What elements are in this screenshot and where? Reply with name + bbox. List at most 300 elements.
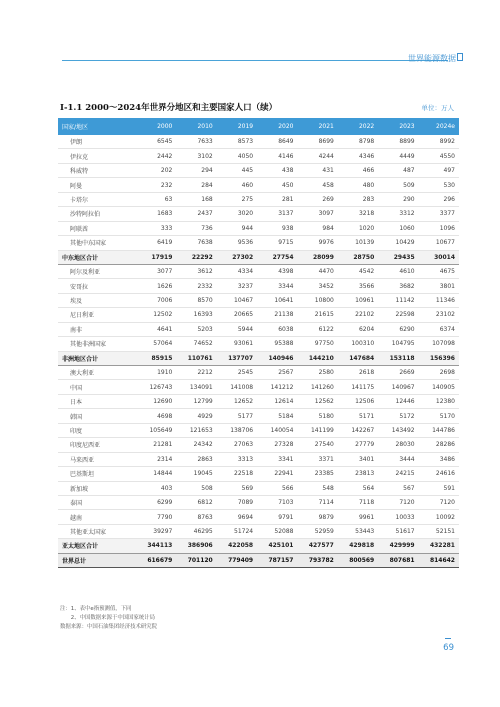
table-cell: 438	[257, 163, 297, 177]
table-cell: 8899	[378, 135, 418, 149]
table-cell: 1020	[338, 221, 378, 235]
row-label: 非洲地区合计	[58, 351, 136, 365]
table-row	[58, 207, 459, 221]
table-cell: 567	[378, 481, 418, 495]
table-cell: 168	[176, 192, 216, 206]
table-cell: 466	[338, 163, 378, 177]
column-header: 2021	[298, 118, 338, 135]
table-cell: 1626	[136, 279, 176, 293]
table-cell: 21281	[136, 438, 176, 452]
table-cell: 140967	[378, 380, 418, 394]
table-cell: 5944	[217, 322, 257, 336]
table-cell: 19045	[176, 467, 216, 481]
row-label: 阿联酋	[58, 221, 136, 235]
table-cell: 3218	[338, 207, 378, 221]
table-cell: 296	[419, 192, 459, 206]
table-cell: 6204	[338, 322, 378, 336]
table-cell: 793782	[298, 553, 338, 567]
table-cell: 4398	[257, 264, 297, 278]
table-cell: 23385	[298, 467, 338, 481]
table-cell: 5180	[298, 409, 338, 423]
table-cell: 4244	[298, 149, 338, 163]
table-cell: 12506	[338, 394, 378, 408]
table-cell: 21138	[257, 308, 297, 322]
table-cell: 147684	[338, 351, 378, 365]
page-number: 69	[443, 643, 454, 653]
table-cell: 10677	[419, 236, 459, 250]
table-cell: 29435	[378, 250, 418, 264]
table-cell: 445	[217, 163, 257, 177]
table-cell: 3682	[378, 279, 418, 293]
row-label: 尼日利亚	[58, 308, 136, 322]
table-cell: 2545	[217, 366, 257, 380]
table-cell: 11346	[419, 293, 459, 307]
row-label: 安哥拉	[58, 279, 136, 293]
column-header: 2019	[217, 118, 257, 135]
column-header: 2020	[257, 118, 297, 135]
table-row	[58, 178, 459, 192]
table-cell: 458	[298, 178, 338, 192]
table-cell: 22102	[338, 308, 378, 322]
table-cell: 57064	[136, 337, 176, 351]
table-cell: 27754	[257, 250, 297, 264]
table-cell: 497	[419, 163, 459, 177]
table-row	[58, 192, 459, 206]
table-cell: 2567	[257, 366, 297, 380]
table-cell: 7638	[176, 236, 216, 250]
table-cell: 2437	[176, 207, 216, 221]
table-row	[58, 135, 459, 149]
table-row	[58, 337, 459, 351]
table-cell: 52959	[298, 524, 338, 538]
table-cell: 4698	[136, 409, 176, 423]
column-header: 2022	[338, 118, 378, 135]
table-cell: 7633	[176, 135, 216, 149]
table-cell: 344113	[136, 539, 176, 553]
row-label: 其他亚太国家	[58, 524, 136, 538]
table-cell: 39297	[136, 524, 176, 538]
table-cell: 153118	[378, 351, 418, 365]
table-cell: 4449	[378, 149, 418, 163]
table-cell: 3444	[378, 452, 418, 466]
table-cell: 2212	[176, 366, 216, 380]
table-cell: 6299	[136, 495, 176, 509]
table-cell: 425101	[257, 539, 297, 553]
table-cell: 429999	[378, 539, 418, 553]
table-cell: 5184	[257, 409, 297, 423]
table-cell: 144210	[298, 351, 338, 365]
table-cell: 7120	[419, 495, 459, 509]
table-cell: 10641	[257, 293, 297, 307]
table-cell: 283	[338, 192, 378, 206]
table-cell: 143492	[378, 423, 418, 437]
table-cell: 460	[217, 178, 257, 192]
subtotal-row	[58, 351, 459, 365]
table-cell: 944	[217, 221, 257, 235]
unit-label: 单位：万人	[421, 104, 454, 112]
table-cell: 232	[136, 178, 176, 192]
table-cell: 787157	[257, 553, 297, 567]
table-row	[58, 438, 459, 452]
table-cell: 27063	[217, 438, 257, 452]
table-cell: 450	[257, 178, 297, 192]
table-row	[58, 163, 459, 177]
table-cell: 28286	[419, 438, 459, 452]
table-cell: 6290	[378, 322, 418, 336]
table-cell: 4610	[378, 264, 418, 278]
row-label: 其他中东国家	[58, 236, 136, 250]
table-cell: 4470	[298, 264, 338, 278]
table-cell: 12446	[378, 394, 418, 408]
row-label: 南非	[58, 322, 136, 336]
subtotal-row	[58, 250, 459, 264]
table-cell: 10800	[298, 293, 338, 307]
table-cell: 5171	[338, 409, 378, 423]
table-cell: 509	[378, 178, 418, 192]
table-cell: 144786	[419, 423, 459, 437]
table-cell: 269	[298, 192, 338, 206]
row-label: 印度尼西亚	[58, 438, 136, 452]
table-cell: 107098	[419, 337, 459, 351]
table-cell: 2314	[136, 452, 176, 466]
table-row	[58, 452, 459, 466]
table-cell: 121653	[176, 423, 216, 437]
row-label: 新加坡	[58, 481, 136, 495]
row-label: 巴基斯坦	[58, 467, 136, 481]
table-row	[58, 394, 459, 408]
table-cell: 429818	[338, 539, 378, 553]
table-cell: 7790	[136, 510, 176, 524]
table-cell: 7089	[217, 495, 257, 509]
total-row	[58, 553, 459, 567]
table-row	[58, 293, 459, 307]
table-cell: 51617	[378, 524, 418, 538]
row-label: 中东地区合计	[58, 250, 136, 264]
table-cell: 85915	[136, 351, 176, 365]
table-cell: 487	[378, 163, 418, 177]
table-cell: 10429	[378, 236, 418, 250]
table-cell: 2698	[419, 366, 459, 380]
table-cell: 7118	[338, 495, 378, 509]
table-row	[58, 366, 459, 380]
table-cell: 480	[338, 178, 378, 192]
table-cell: 8699	[298, 135, 338, 149]
table-cell: 1683	[136, 207, 176, 221]
table-cell: 3486	[419, 452, 459, 466]
table-cell: 4550	[419, 149, 459, 163]
table-cell: 779409	[217, 553, 257, 567]
table-row	[58, 264, 459, 278]
table-cell: 12562	[298, 394, 338, 408]
section-label: 世界能源数据	[408, 54, 456, 63]
population-table	[58, 118, 459, 568]
table-cell: 17919	[136, 250, 176, 264]
table-body	[58, 135, 459, 568]
row-label: 其他非洲国家	[58, 337, 136, 351]
row-label: 卡塔尔	[58, 192, 136, 206]
table-cell: 140054	[257, 423, 297, 437]
row-label: 日本	[58, 394, 136, 408]
table-cell: 290	[378, 192, 418, 206]
table-cell: 10033	[378, 510, 418, 524]
table-cell: 141260	[298, 380, 338, 394]
table-cell: 202	[136, 163, 176, 177]
table-cell: 1910	[136, 366, 176, 380]
table-row	[58, 380, 459, 394]
table-cell: 403	[136, 481, 176, 495]
table-row	[58, 524, 459, 538]
table-cell: 4929	[176, 409, 216, 423]
table-cell: 548	[298, 481, 338, 495]
table-cell: 4675	[419, 264, 459, 278]
row-label: 中国	[58, 380, 136, 394]
table-cell: 6812	[176, 495, 216, 509]
table-cell: 14844	[136, 467, 176, 481]
table-cell: 800569	[338, 553, 378, 567]
row-label: 科威特	[58, 163, 136, 177]
column-header: 国家/地区	[58, 118, 136, 135]
table-cell: 24215	[378, 467, 418, 481]
table-cell: 7120	[378, 495, 418, 509]
table-cell: 22598	[378, 308, 418, 322]
table-cell: 28750	[338, 250, 378, 264]
table-cell: 3371	[298, 452, 338, 466]
table-cell: 10467	[217, 293, 257, 307]
table-cell: 591	[419, 481, 459, 495]
table-cell: 422058	[217, 539, 257, 553]
row-label: 阿尔及利亚	[58, 264, 136, 278]
table-cell: 52088	[257, 524, 297, 538]
table-cell: 138706	[217, 423, 257, 437]
table-cell: 10139	[338, 236, 378, 250]
table-cell: 9715	[257, 236, 297, 250]
table-cell: 3137	[257, 207, 297, 221]
column-header: 2010	[176, 118, 216, 135]
table-cell: 3077	[136, 264, 176, 278]
table-row	[58, 510, 459, 524]
table-cell: 12652	[217, 394, 257, 408]
table-row	[58, 236, 459, 250]
table-cell: 814642	[419, 553, 459, 567]
table-cell: 5170	[419, 409, 459, 423]
table-cell: 275	[217, 192, 257, 206]
row-label: 韩国	[58, 409, 136, 423]
table-cell: 27779	[338, 438, 378, 452]
table-cell: 2332	[176, 279, 216, 293]
table-cell: 12614	[257, 394, 297, 408]
row-label: 越南	[58, 510, 136, 524]
row-label: 沙特阿拉伯	[58, 207, 136, 221]
row-label: 阿曼	[58, 178, 136, 192]
table-cell: 6419	[136, 236, 176, 250]
table-cell: 8570	[176, 293, 216, 307]
table-header-row	[58, 118, 459, 135]
table-cell: 142267	[338, 423, 378, 437]
column-header: 2024e	[419, 118, 459, 135]
table-cell: 11142	[378, 293, 418, 307]
table-cell: 10961	[338, 293, 378, 307]
table-cell: 2580	[298, 366, 338, 380]
table-cell: 28099	[298, 250, 338, 264]
row-label: 世界总计	[58, 553, 136, 567]
table-cell: 3452	[298, 279, 338, 293]
table-row	[58, 495, 459, 509]
table-cell: 12380	[419, 394, 459, 408]
table-cell: 141008	[217, 380, 257, 394]
table-cell: 8573	[217, 135, 257, 149]
table-cell: 2618	[338, 366, 378, 380]
table-row	[58, 149, 459, 163]
table-cell: 736	[176, 221, 216, 235]
section-marker-icon	[457, 53, 463, 61]
table-cell: 27302	[217, 250, 257, 264]
table-cell: 3102	[176, 149, 216, 163]
row-label: 伊拉克	[58, 149, 136, 163]
table-row	[58, 322, 459, 336]
table-cell: 4334	[217, 264, 257, 278]
table-cell: 52151	[419, 524, 459, 538]
table-cell: 8649	[257, 135, 297, 149]
table-cell: 5177	[217, 409, 257, 423]
table-cell: 3344	[257, 279, 297, 293]
table-cell: 9536	[217, 236, 257, 250]
note-line: 注：1、表中e指预测值，下同	[60, 606, 132, 612]
table-row	[58, 481, 459, 495]
table-cell: 23102	[419, 308, 459, 322]
table-cell: 8763	[176, 510, 216, 524]
table-cell: 7114	[298, 495, 338, 509]
table-cell: 3612	[176, 264, 216, 278]
table-cell: 9694	[217, 510, 257, 524]
table-cell: 432281	[419, 539, 459, 553]
table-cell: 20665	[217, 308, 257, 322]
row-label: 印度	[58, 423, 136, 437]
table-cell: 284	[176, 178, 216, 192]
table-cell: 12690	[136, 394, 176, 408]
table-cell: 6038	[257, 322, 297, 336]
table-title: I-1.1 2000～2024年世界分地区和主要国家人口（续）	[60, 103, 278, 113]
table-cell: 3341	[257, 452, 297, 466]
table-cell: 3020	[217, 207, 257, 221]
table-cell: 2863	[176, 452, 216, 466]
table-cell: 1060	[378, 221, 418, 235]
table-cell: 9791	[257, 510, 297, 524]
table-cell: 24342	[176, 438, 216, 452]
table-cell: 3313	[217, 452, 257, 466]
column-header: 2023	[378, 118, 418, 135]
table-row	[58, 221, 459, 235]
table-cell: 431	[298, 163, 338, 177]
table-cell: 12799	[176, 394, 216, 408]
table-cell: 9961	[338, 510, 378, 524]
row-label: 伊朗	[58, 135, 136, 149]
table-cell: 74652	[176, 337, 216, 351]
table-cell: 8798	[338, 135, 378, 149]
row-label: 澳大利亚	[58, 366, 136, 380]
table-cell: 6122	[298, 322, 338, 336]
row-label: 亚太地区合计	[58, 539, 136, 553]
table-cell: 566	[257, 481, 297, 495]
table-cell: 93061	[217, 337, 257, 351]
table-cell: 4050	[217, 149, 257, 163]
table-cell: 2442	[136, 149, 176, 163]
table-cell: 141199	[298, 423, 338, 437]
table-cell: 16393	[176, 308, 216, 322]
table-cell: 3312	[378, 207, 418, 221]
table-cell: 3377	[419, 207, 459, 221]
notes	[60, 605, 157, 632]
table-cell: 22518	[217, 467, 257, 481]
table-row	[58, 423, 459, 437]
subtotal-row	[58, 539, 459, 553]
table-cell: 333	[136, 221, 176, 235]
table-cell: 3097	[298, 207, 338, 221]
table-cell: 100310	[338, 337, 378, 351]
table-cell: 140946	[257, 351, 297, 365]
table-cell: 4542	[338, 264, 378, 278]
table-cell: 701120	[176, 553, 216, 567]
table-cell: 564	[338, 481, 378, 495]
table-cell: 508	[176, 481, 216, 495]
table-row	[58, 308, 459, 322]
table-cell: 569	[217, 481, 257, 495]
table-cell: 63	[136, 192, 176, 206]
table-cell: 97750	[298, 337, 338, 351]
table-cell: 95388	[257, 337, 297, 351]
table-cell: 110761	[176, 351, 216, 365]
table-cell: 938	[257, 221, 297, 235]
table-cell: 51724	[217, 524, 257, 538]
table-cell: 141212	[257, 380, 297, 394]
table-cell: 5203	[176, 322, 216, 336]
table-cell: 984	[298, 221, 338, 235]
table-cell: 137707	[217, 351, 257, 365]
table-cell: 141175	[338, 380, 378, 394]
table-cell: 12502	[136, 308, 176, 322]
table-cell: 3401	[338, 452, 378, 466]
table-cell: 156396	[419, 351, 459, 365]
table-cell: 21615	[298, 308, 338, 322]
table-cell: 140905	[419, 380, 459, 394]
table-cell: 6374	[419, 322, 459, 336]
table-cell: 28030	[378, 438, 418, 452]
table-cell: 807681	[378, 553, 418, 567]
note-line: 2、中国数据来源于中国国家统计局	[60, 615, 156, 621]
table-cell: 27540	[298, 438, 338, 452]
table-cell: 24616	[419, 467, 459, 481]
table-cell: 616679	[136, 553, 176, 567]
table-cell: 7006	[136, 293, 176, 307]
table-row	[58, 279, 459, 293]
table-cell: 4346	[338, 149, 378, 163]
table-cell: 22292	[176, 250, 216, 264]
table-cell: 1096	[419, 221, 459, 235]
table-cell: 30014	[419, 250, 459, 264]
table-cell: 530	[419, 178, 459, 192]
table-cell: 294	[176, 163, 216, 177]
table-cell: 104795	[378, 337, 418, 351]
header-rule	[62, 60, 448, 61]
table-cell: 126743	[136, 380, 176, 394]
table-cell: 27328	[257, 438, 297, 452]
table-cell: 9879	[298, 510, 338, 524]
table-cell: 281	[257, 192, 297, 206]
table-row	[58, 409, 459, 423]
table-cell: 3237	[217, 279, 257, 293]
table-cell: 4146	[257, 149, 297, 163]
table-cell: 3801	[419, 279, 459, 293]
table-cell: 9976	[298, 236, 338, 250]
